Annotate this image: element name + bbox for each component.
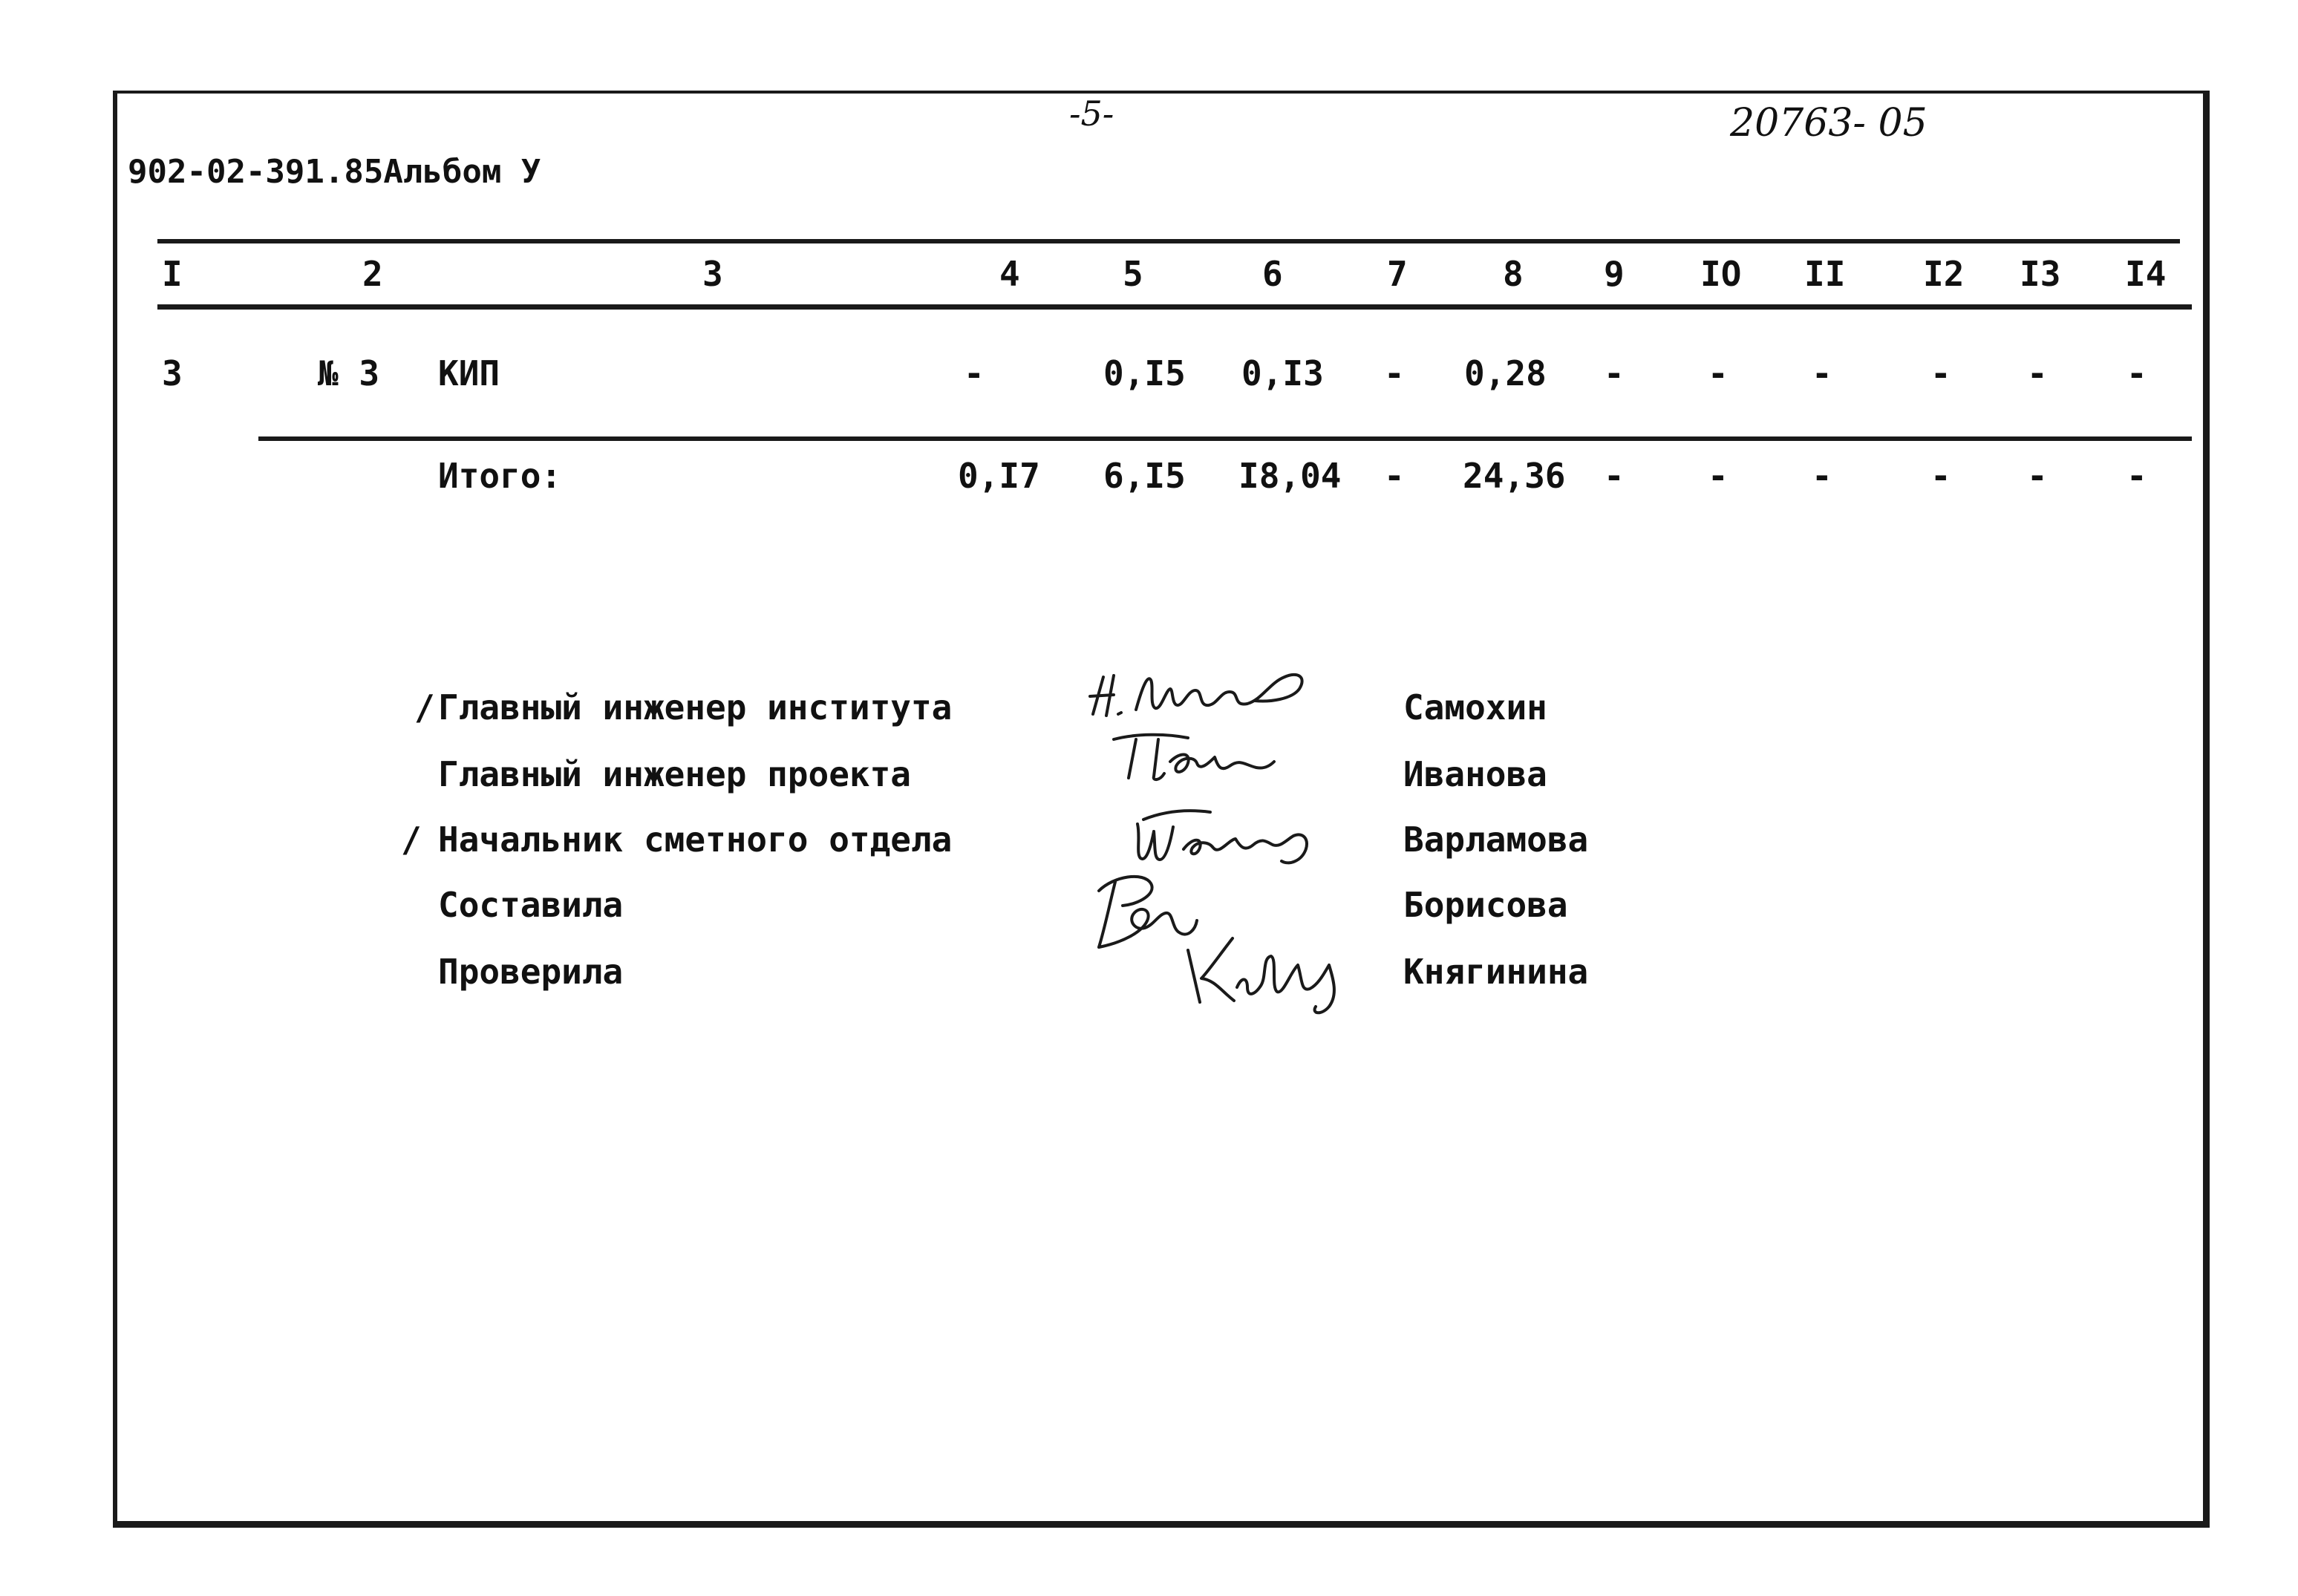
- table-cell: -: [2126, 456, 2147, 496]
- page-number: -5-: [1069, 94, 1114, 134]
- archive-number: 20763- 05: [1730, 101, 1927, 145]
- table-cell: 0,I3: [1241, 353, 1324, 393]
- total-label: Итого:: [438, 456, 562, 496]
- table-cell: 0,I7: [958, 456, 1040, 496]
- table-cell: 3: [162, 353, 183, 393]
- table-cell: -: [1812, 456, 1832, 496]
- table-header-rule: [157, 304, 2192, 310]
- column-header: 7: [1387, 254, 1408, 294]
- table-cell: -: [1604, 456, 1625, 496]
- signature-marker: /: [401, 820, 422, 860]
- table-top-rule: [157, 239, 2180, 243]
- column-header: 6: [1262, 254, 1283, 294]
- table-cell: 6,I5: [1103, 456, 1186, 496]
- table-cell: -: [2126, 353, 2147, 393]
- signature-role: Начальник сметного отдела: [438, 820, 953, 860]
- table-cell: -: [2027, 353, 2048, 393]
- table-cell: 0,28: [1464, 353, 1547, 393]
- signature-name: Иванова: [1403, 754, 1547, 794]
- document-code: 902-02-391.85Альбом У: [128, 153, 541, 191]
- column-header: I3: [2020, 254, 2061, 294]
- table-cell: -: [1708, 456, 1729, 496]
- table-cell: КИП: [438, 353, 500, 393]
- table-cell: -: [964, 353, 985, 393]
- column-header: I: [162, 254, 183, 294]
- signature-name: Самохин: [1403, 687, 1547, 727]
- table-cell: 24,36: [1463, 456, 1566, 496]
- column-header: 9: [1604, 254, 1625, 294]
- column-header: 3: [702, 254, 723, 294]
- column-header: 2: [362, 254, 383, 294]
- signature-name: Варламова: [1403, 820, 1589, 860]
- table-cell: I8,04: [1238, 456, 1342, 496]
- column-header: 5: [1123, 254, 1143, 294]
- table-cell: № 3: [318, 353, 380, 393]
- signature-name: Борисова: [1403, 885, 1568, 925]
- handwritten-signature: [1077, 861, 1359, 1017]
- column-header: II: [1804, 254, 1846, 294]
- handwritten-signature: [1084, 661, 1336, 727]
- table-cell: -: [1930, 456, 1951, 496]
- signature-role: Составила: [438, 885, 624, 925]
- signature-role: Проверила: [438, 952, 624, 992]
- column-header: 8: [1503, 254, 1524, 294]
- column-header: I4: [2125, 254, 2167, 294]
- column-header: I2: [1923, 254, 1965, 294]
- table-cell: -: [1812, 353, 1832, 393]
- signature-role: Главный инженер проекта: [438, 754, 911, 794]
- table-cell: -: [1384, 353, 1405, 393]
- table-cell: -: [1930, 353, 1951, 393]
- table-cell: -: [1708, 353, 1729, 393]
- table-cell: -: [1384, 456, 1405, 496]
- table-cell: -: [2027, 456, 2048, 496]
- total-rule: [258, 436, 2192, 441]
- signature-name: Княгинина: [1403, 952, 1589, 992]
- handwritten-signature: [1099, 729, 1292, 788]
- signature-role: Главный инженер института: [438, 687, 953, 727]
- table-cell: -: [1604, 353, 1625, 393]
- table-cell: 0,I5: [1103, 353, 1186, 393]
- column-header: IO: [1700, 254, 1742, 294]
- column-header: 4: [999, 254, 1020, 294]
- signature-marker: /: [414, 687, 435, 727]
